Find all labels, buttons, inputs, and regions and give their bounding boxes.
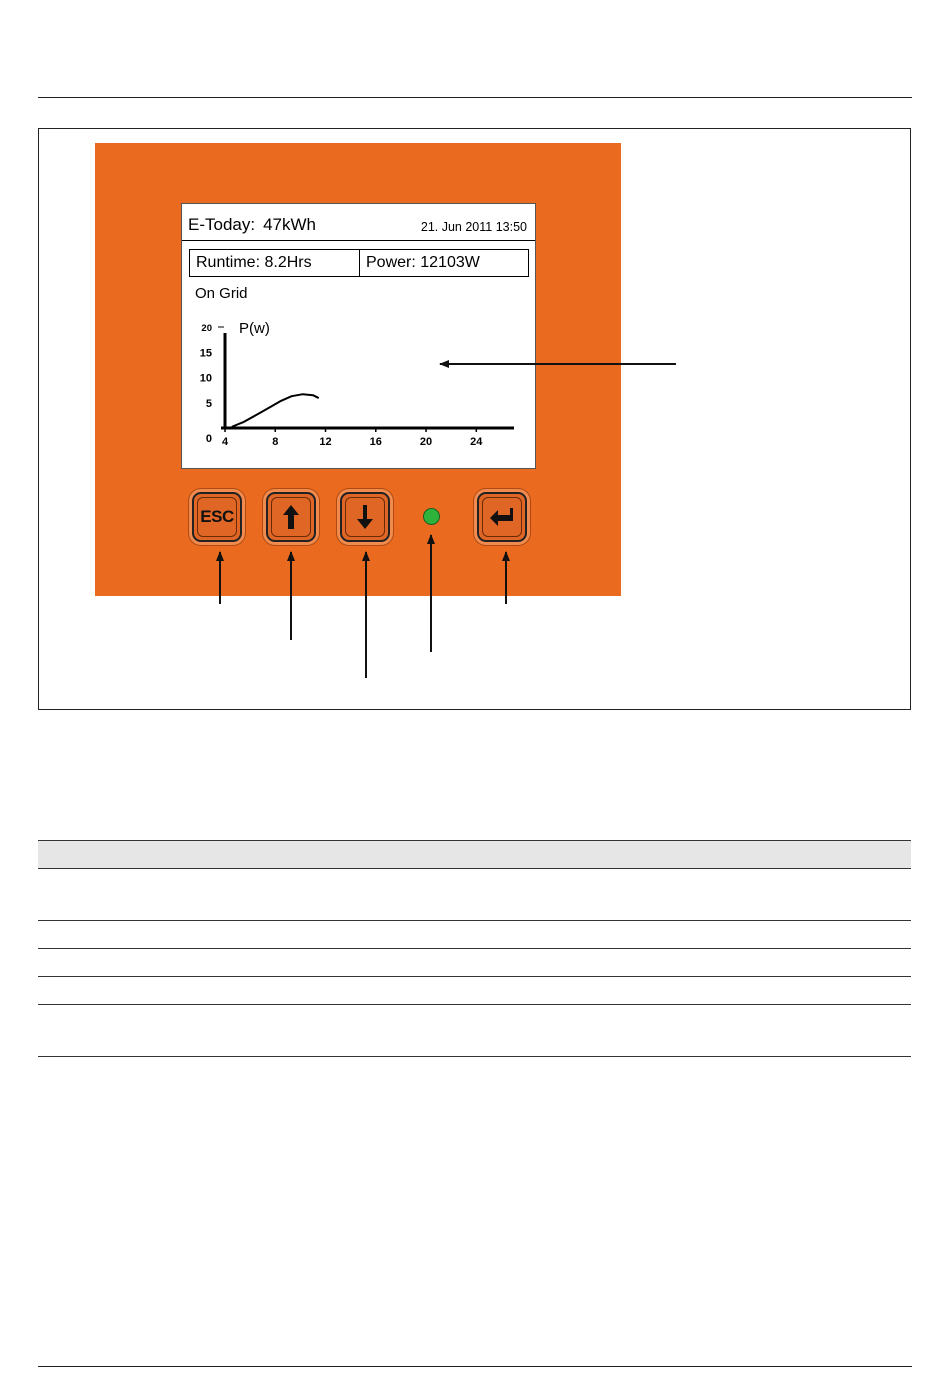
table-row — [38, 921, 911, 949]
table-cell — [618, 1005, 911, 1057]
y-tick-label: 15 — [199, 347, 212, 360]
table-header-cell — [328, 841, 618, 869]
table-cell — [38, 949, 328, 977]
table-row — [38, 1005, 911, 1057]
table-row — [38, 869, 911, 921]
date-time: 21. Jun 2011 13:50 — [420, 220, 527, 234]
top-rule — [38, 97, 912, 98]
lcd-display — [181, 203, 536, 469]
table-cell — [618, 921, 911, 949]
table-cell — [618, 977, 911, 1005]
x-tick-label: 24 — [470, 436, 483, 448]
x-tick-label: 12 — [319, 436, 332, 448]
x-tick-label: 8 — [272, 436, 279, 448]
table-row — [38, 977, 911, 1005]
arrow-down-icon — [355, 504, 375, 530]
power-chart — [182, 204, 537, 470]
table-row — [38, 949, 911, 977]
y-tick-label: 5 — [205, 397, 212, 410]
enter-icon — [488, 506, 516, 528]
power-readout: Power: 12103W — [366, 254, 480, 271]
table-cell — [618, 869, 911, 921]
power-series-line — [233, 394, 319, 426]
runtime-readout: Runtime: 8.2Hrs — [190, 250, 360, 276]
spec-table — [38, 840, 911, 1057]
up-button[interactable] — [266, 492, 316, 542]
y-tick-label: 10 — [199, 372, 212, 385]
enter-button[interactable] — [477, 492, 527, 542]
grid-status: On Grid — [195, 285, 248, 302]
y-axis-label: P(w) — [239, 320, 270, 337]
table-cell — [38, 977, 328, 1005]
e-today-label: E-Today: — [188, 215, 256, 234]
table-cell — [38, 1005, 328, 1057]
e-today-value: 47kWh — [263, 215, 317, 234]
x-tick-label: 4 — [221, 436, 229, 448]
y-tick-label: 20 — [201, 323, 212, 334]
table-cell — [328, 1005, 618, 1057]
status-led — [423, 508, 440, 525]
table-cell — [38, 921, 328, 949]
y-tick-label: 0 — [205, 433, 212, 445]
esc-button[interactable] — [192, 492, 242, 542]
x-tick-label: 16 — [369, 436, 382, 448]
table-header-cell — [38, 841, 328, 869]
table-cell — [328, 977, 618, 1005]
table-cell — [618, 949, 911, 977]
table-header-cell — [618, 841, 911, 869]
arrow-up-icon — [281, 504, 301, 530]
bottom-rule — [38, 1366, 912, 1367]
table-cell — [328, 949, 618, 977]
table-cell — [328, 921, 618, 949]
esc-label: ESC — [200, 507, 234, 526]
table-cell — [38, 869, 328, 921]
down-button[interactable] — [340, 492, 390, 542]
x-tick-label: 20 — [419, 436, 433, 448]
table-cell — [328, 869, 618, 921]
table-header-row — [38, 841, 911, 869]
